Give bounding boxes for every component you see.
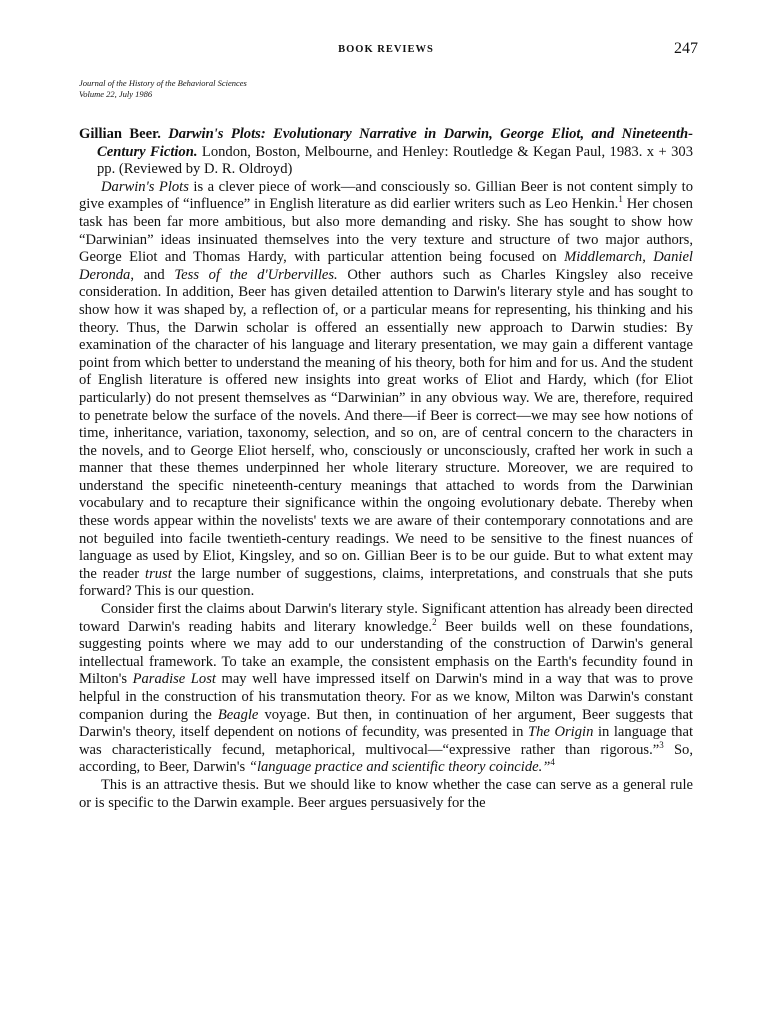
text-run: , <box>642 249 654 266</box>
book-review-page <box>79 40 698 812</box>
footnote-ref: 3 <box>659 739 664 750</box>
journal-name: Journal of the History of the Behavioral Sciences <box>79 78 247 88</box>
text-run: Other authors such as Charles Kingsley also receive consideration. In addition, Beer has given detailed attention to Darwin's literary style and has sought to show how it was shaped by, a reflection of, or a particular means for representing, his thinking and his theory. Thus, the Darwin scholar is offered an essentially new approach to Darwin studies: By examination of the character of his language and literary presentation, we may gain a different vantage point from which better to understand the meaning of his theory, both for him and for us. And the student of English literature is offered new insights into great works of Eliot and Hardy, which (for Eliot particularly) do not present themselves as “Darwinian” in any obvious way. We are, therefore, required to penetrate below the surface of the novels. And there—if Beer is correct—we may see how notions of time, inheritance, variation, taxonomy, selection, and so on, are of central concern to the characters in the novels, and to George Eliot herself, who, consciously or unconsciously, crafted her work in such a manner that these themes underpinned her whole literary structure. Moreover, we are required to understand the specific nineteenth-century meanings that attached to words from the Darwinian vocabulary and to recapture their significance within the ongoing evolutionary debate. Thereby when these words appear within the novelists' texts we are aware of their contemporary connotations and are not beguiled into facile twentieth-century readings. We need to be sensitive to the finest nuances of language as used by Eliot, Kingsley, and so on. Gillian Beer is to be our guide. But to what extent may the reader <box>79 266 693 582</box>
text-run: the large number of suggestions, claims, interpretations, and construals that she puts forward? This is our question. <box>79 565 693 600</box>
text-run: Her chosen task has been far more ambitious, but also more demanding and risky. She has sought to show how “Darwinian” ideas insinuated themselves into the very texture and structure of two major authors, George Eliot and Thomas Hardy, with particular attention being focused on <box>79 196 693 266</box>
review-paragraph-2 <box>79 601 693 777</box>
italic-emphasis: trust <box>145 565 172 582</box>
citation-details: London, Boston, Melbourne, and Henley: Routledge & Kegan Paul, 1983. x + 303 pp. (Reviewed by D. R. Oldroyd) <box>97 143 693 178</box>
italic-title: Tess of the d'Urbervilles. <box>174 266 338 283</box>
italic-title: Darwin's Plots <box>101 178 189 195</box>
italic-title: Beagle <box>217 706 259 723</box>
text-run: voyage. But then, in continuation of her argument, Beer suggests that Darwin's theory, itself dependent on notions of fecundity, was presented in <box>79 706 693 741</box>
italic-title: Middlemarch <box>564 249 643 266</box>
text-run: So, according, to Beer, Darwin's <box>79 741 694 776</box>
running-head <box>79 40 698 62</box>
footnote-ref: 4 <box>550 757 555 768</box>
review-paragraph-3 <box>79 777 693 812</box>
running-title: BOOK REVIEWS <box>338 44 434 55</box>
text-run: This is an attractive thesis. But we should like to know whether the case can serve as a general rule or is specific to the Darwin example. Beer argues persuasively for the <box>79 776 693 811</box>
page-number: 247 <box>674 40 698 57</box>
italic-quotation: “language practice and scientific theory coincide.” <box>248 759 551 776</box>
italic-title: Daniel Deronda <box>79 249 693 283</box>
text-run: may well have impressed itself on Darwin's mind in a way that was to prove helpful in the construction of his transmutation theory. For as we know, Milton was Darwin's constant companion during the <box>79 671 693 723</box>
italic-title: The Origin <box>527 724 594 741</box>
footnote-ref: 2 <box>432 616 437 627</box>
text-run: Beer builds well on these foundations, suggesting points where we may add to our understanding of the construction of Darwin's general intellectual framework. To take an example, the consistent emphasis on the Earth's fecundity found in Milton's <box>79 618 693 688</box>
text-run: , and <box>130 266 175 283</box>
journal-info <box>79 78 693 99</box>
book-citation <box>79 126 693 179</box>
italic-title: Paradise Lost <box>132 671 216 688</box>
journal-volume: Volume 22, July 1986 <box>79 88 153 99</box>
text-run: in language that was characteristically fecund, metaphorical, multivocal—“expressive rather than rigorous.” <box>79 724 693 758</box>
text-run: Consider first the claims about Darwin's literary style. Significant attention has already been directed toward Darwin's reading habits and literary knowledge. <box>79 601 693 635</box>
text-run: is a clever piece of work—and consciously so. Gillian Beer is not content simply to give examples of “influence” in English literature as did earlier writers such as Leo Henkin. <box>79 178 693 213</box>
review-paragraph-1 <box>79 179 693 601</box>
citation-author: Gillian Beer. <box>79 126 161 142</box>
footnote-ref: 1 <box>618 194 623 205</box>
citation-book-title: Darwin's Plots: Evolutionary Narrative in Darwin, George Eliot, and Nineteenth-Century Fiction. <box>97 126 693 160</box>
